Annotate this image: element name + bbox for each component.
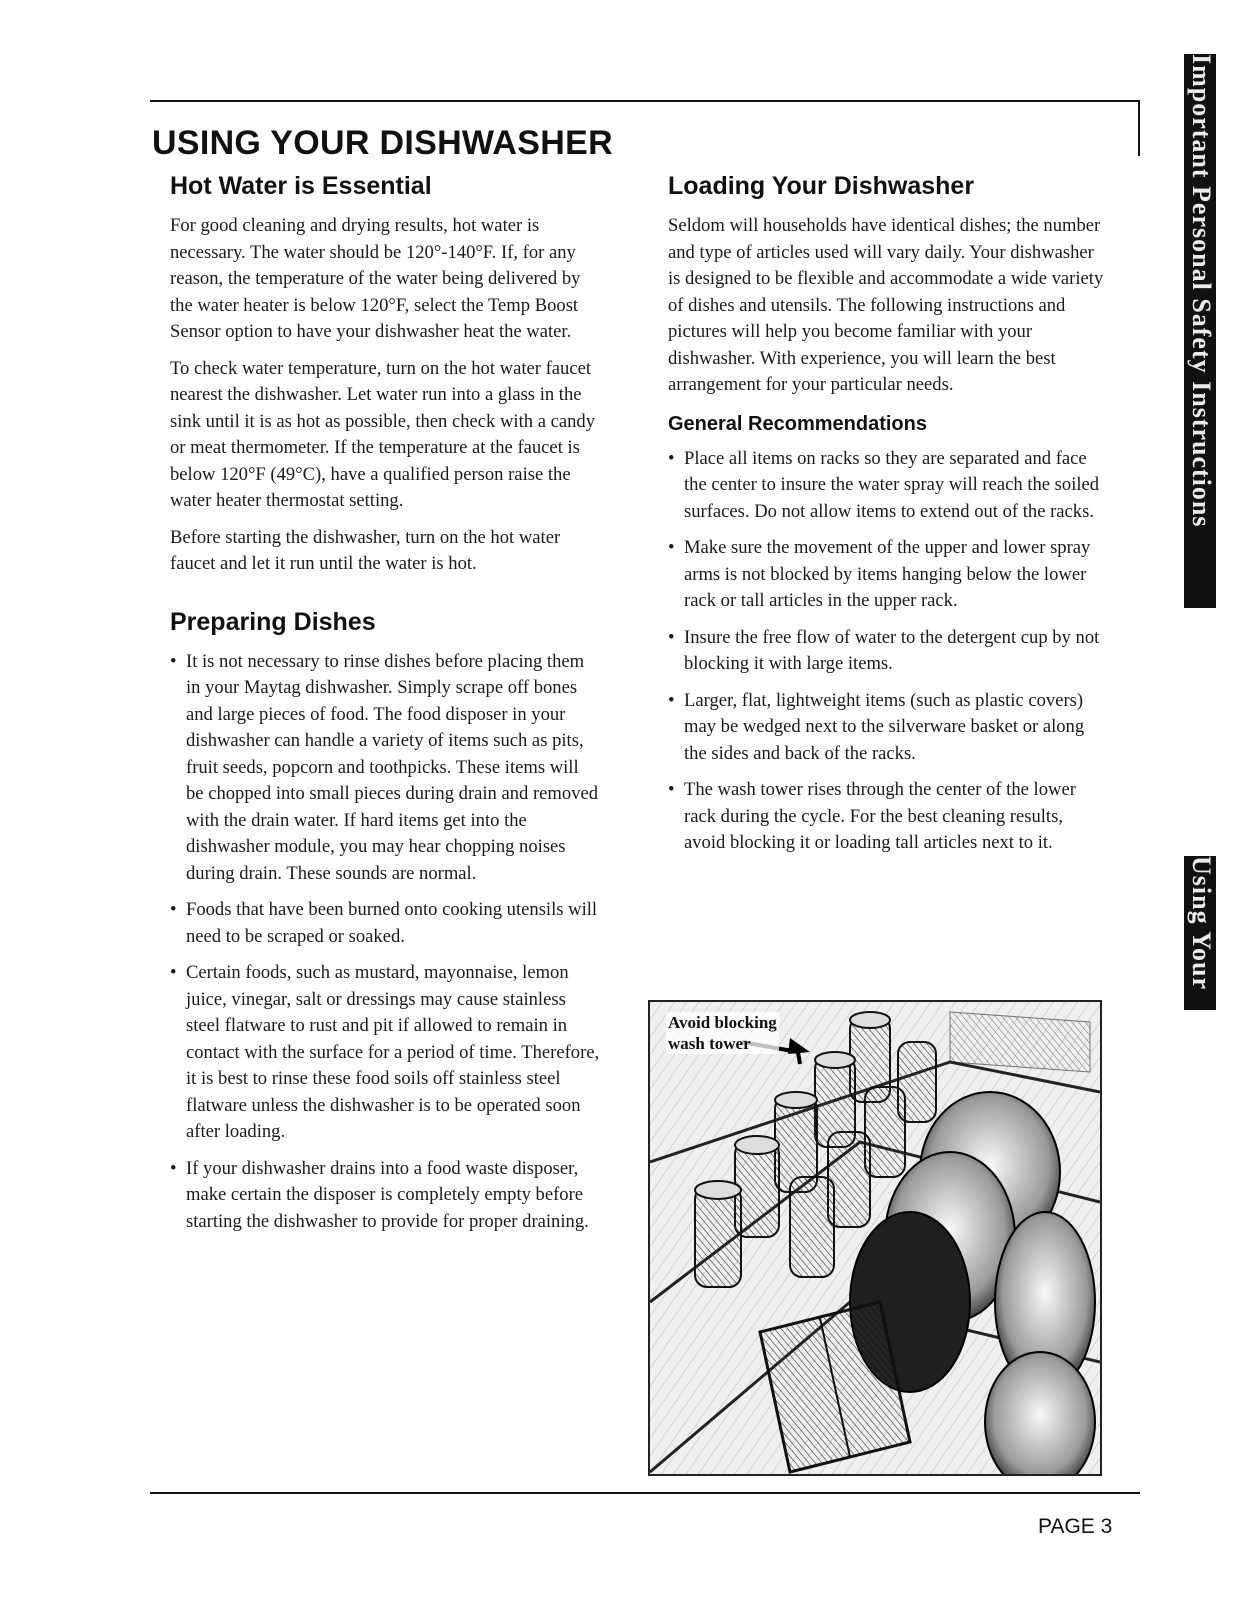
list-item-text: Certain foods, such as mustard, mayonnaise, lemon juice, vinegar, salt or dressings may cause stainless steel flatware to rust and pit if allowed to remain in contact with the surface for a period of time. Therefore, it is best to rinse these food soils off stainless steel flatware unless the dishwasher is to be operated soon after loading. (186, 962, 600, 1142)
list-item (170, 960, 600, 1146)
bullet-icon: • (668, 689, 675, 711)
hot-water-heading: Hot Water is Essential (170, 172, 432, 200)
preparing-dishes-list (170, 649, 600, 1236)
right-column (668, 172, 1108, 867)
list-item (668, 688, 1108, 768)
list-item (668, 777, 1108, 857)
side-tab-safety-label: Important Personal Safety Instructions (1187, 54, 1216, 528)
list-item (170, 649, 600, 888)
list-item (668, 446, 1108, 526)
general-recommendations-heading: General Recommendations (668, 412, 927, 435)
list-item-text: Place all items on racks so they are separated and face the center to insure the water spray will reach the soiled surfaces. Do not allow items to extend out of the racks. (684, 447, 1100, 522)
bullet-icon: • (170, 962, 177, 983)
bullet-icon: • (668, 447, 675, 469)
rack-drawing (650, 1002, 1100, 1474)
bullet-icon: • (668, 626, 675, 648)
loading-heading: Loading Your Dishwasher (668, 172, 975, 200)
list-item (170, 897, 600, 950)
side-tab-safety (1184, 54, 1216, 608)
bullet-icon: • (170, 1157, 177, 1179)
section-spacer (170, 588, 600, 608)
list-item-text: Insure the free flow of water to the detergent cup by not blocking it with large items. (684, 626, 1100, 674)
dishwasher-rack-illustration (648, 1000, 1102, 1476)
bullet-icon: • (170, 899, 177, 920)
bullet-icon: • (668, 779, 675, 800)
hot-water-paragraph-1: For good cleaning and drying results, hot water is necessary. The water should be 120°-140°F. If, for any reason, the temperature of the water being delivered by the water heater is below 120°F, select the Temp Boost Sensor option to have your dishwasher heat the water. (170, 215, 581, 342)
page-title: USING YOUR DISHWASHER (152, 124, 613, 162)
hot-water-paragraph-2: To check water temperature, turn on the hot water faucet nearest the dishwasher. Let water run into a glass in the sink until it is as hot as possible, then check with a candy or meat thermometer. If the temperature at the faucet is below 120°F (49°C), have a qualified person raise the water heater thermostat setting. (170, 357, 596, 511)
loading-intro: Seldom will households have identical dishes; the number and type of articles used will vary daily. Your dishwasher is designed to be flexible and accommodate a wide variety of dishes and utensils. The following instructions and pictures will help you become familiar with your dishwasher. With experience, you will learn the best arrangement for your particular needs. (668, 215, 1104, 395)
top-rule (150, 100, 1140, 102)
list-item (668, 535, 1108, 615)
page-number: PAGE 3 (1038, 1515, 1113, 1538)
wash-tower-callout (666, 1012, 779, 1054)
list-item-text: Foods that have been burned onto cooking utensils will need to be scraped or soaked. (186, 899, 598, 947)
bottom-rule (150, 1492, 1140, 1494)
list-item-text: Make sure the movement of the upper and lower spray arms is not blocked by items hanging below the lower rack or tall articles in the upper rack. (684, 537, 1091, 611)
preparing-dishes-heading: Preparing Dishes (170, 607, 376, 636)
list-item (170, 1156, 600, 1236)
callout-line-2: wash tower (668, 1034, 751, 1053)
list-item-text: If your dishwasher drains into a food waste disposer, make certain the disposer is completely empty before starting the dishwasher to provide for proper draining. (186, 1157, 589, 1232)
list-item-text: Larger, flat, lightweight items (such as plastic covers) may be wedged next to the silverware basket or along the sides and back of the racks. (684, 689, 1085, 764)
list-item (668, 625, 1108, 678)
bullet-icon: • (668, 537, 675, 558)
left-column (170, 172, 600, 1245)
hot-water-paragraph-3: Before starting the dishwasher, turn on the hot water faucet and let it run until the water is hot. (170, 526, 561, 574)
callout-line-1: Avoid blocking (668, 1013, 777, 1032)
list-item-text: The wash tower rises through the center of the lower rack during the cycle. For the best cleaning results, avoid blocking it or loading tall articles next to it. (684, 779, 1076, 853)
list-item-text: It is not necessary to rinse dishes before placing them in your Maytag dishwasher. Simply scrape off bones and large pieces of food. The food disposer in your dishwasher can handle a variety of items such as pits, fruit seeds, popcorn and toothpicks. These items will be chopped into small pieces during drain and removed with the drain water. If hard items get into the dishwasher module, you may hear chopping noises during drain. These sounds are normal. (186, 650, 599, 884)
top-rule-corner (1138, 100, 1140, 156)
recommendations-list (668, 446, 1108, 857)
bullet-icon: • (170, 650, 177, 672)
side-tab-using-label: Using Your (1187, 856, 1216, 991)
side-tab-using (1184, 856, 1216, 1010)
